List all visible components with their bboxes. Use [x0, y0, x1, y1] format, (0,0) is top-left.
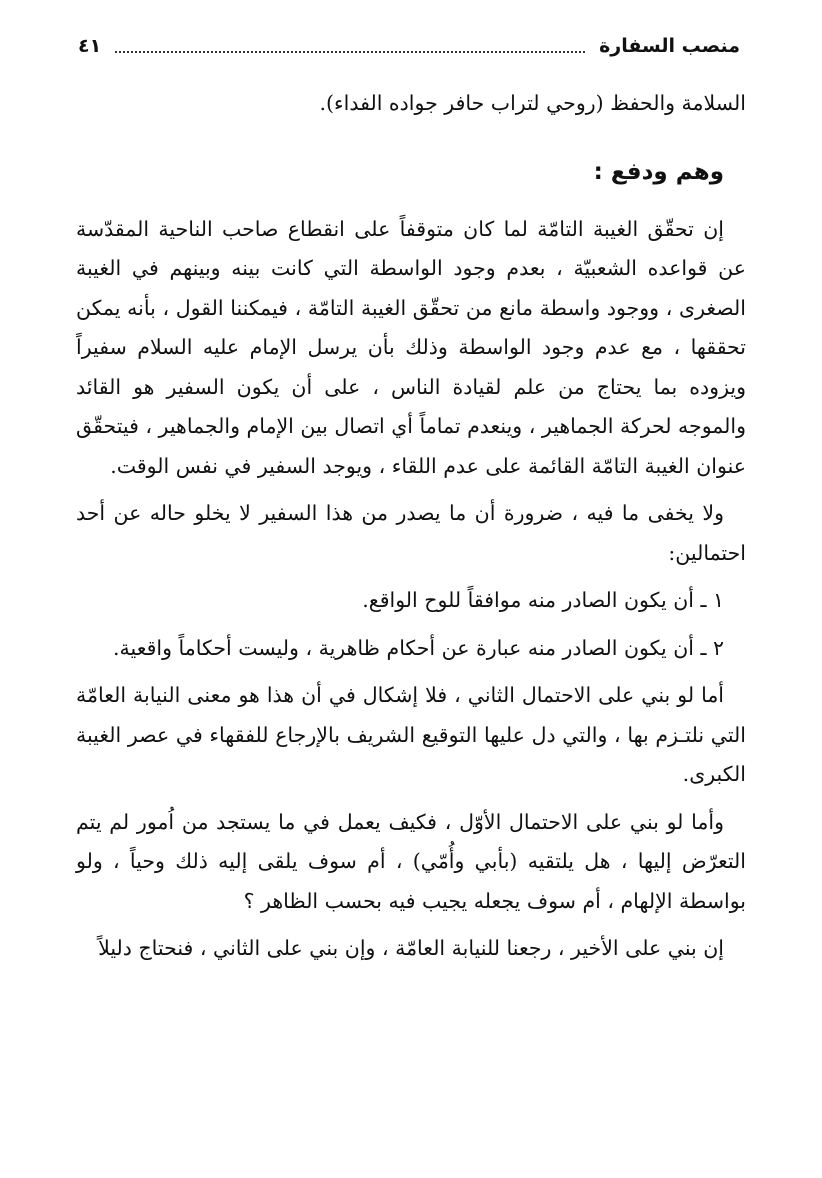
page-number: ٤١ — [78, 35, 102, 57]
paragraph: أما لو بني على الاحتمال الثاني ، فلا إشكال في أن هذا هو معنى النيابة العامّة التي نلتـزم بها ، والتي دل عليها التوقيع الشريف بالإرجاع للفقهاء في عصر الغيبة الكبرى. — [76, 683, 746, 786]
running-title: منصب السفارة — [599, 35, 740, 57]
page-header — [78, 28, 740, 64]
paragraph: وأما لو بني على الاحتمال الأوّل ، فكيف يعمل في ما يستجد من اُمور لم يتم التعرّض إليها ، هل يلتقيه (بأبي وأُمّي) ، أم سوف يلقى إليه ذلك وحياً ، ولو بواسطة الإلهام ، أم سوف يجعله يجيب فيه بحسب الظاهر ؟ — [76, 809, 746, 913]
paragraph: إن بني على الأخير ، رجعنا للنيابة العامّة ، وإن بني على الثاني ، فنحتاج دليلاً — [98, 936, 724, 960]
section-heading: وهم ودفع : — [593, 158, 724, 185]
list-item: ١ ـ أن يكون الصادر منه موافقاً للوح الواقع. — [362, 588, 724, 612]
header-dotted-leader — [115, 51, 585, 53]
list-item: ٢ ـ أن يكون الصادر منه عبارة عن أحكام ظاهرية ، وليست أحكاماً واقعية. — [113, 635, 724, 660]
paragraph: إن تحقّق الغيبة التامّة لما كان متوقفاً على انقطاع صاحب الناحية المقدّسة عن قواعده الشعبيّة ، بعدم وجود الواسطة التي كانت بينه وبينهم في الغيبة الصغرى ، ووجود واسطة مانع من تحقّق الغيبة التامّة ، فيمكننا القول ، بأنه يمكن تحققها ، مع عدم وجود الواسطة وذلك بأن يرسل الإمام عليه السلام سفيراً ويزوده بما يحتاج من علم لقيادة الناس ، على أن يكون السفير هو القائد والموجه لحركة الجماهير ، وينعدم تماماً أي اتصال بين الإمام والجماهير ، فيتحقّق عنوان الغيبة التامّة القائمة على عدم اللقاء ، ويوجد السفير في نفس الوقت. — [76, 216, 746, 478]
paragraph: ولا يخفى ما فيه ، ضرورة أن ما يصدر من هذا السفير لا يخلو حاله عن أحد احتمالين: — [76, 501, 746, 565]
page-body — [76, 84, 746, 969]
intro-line: السلامة والحفظ (روحي لتراب حافر جواده الفداء). — [319, 91, 746, 115]
